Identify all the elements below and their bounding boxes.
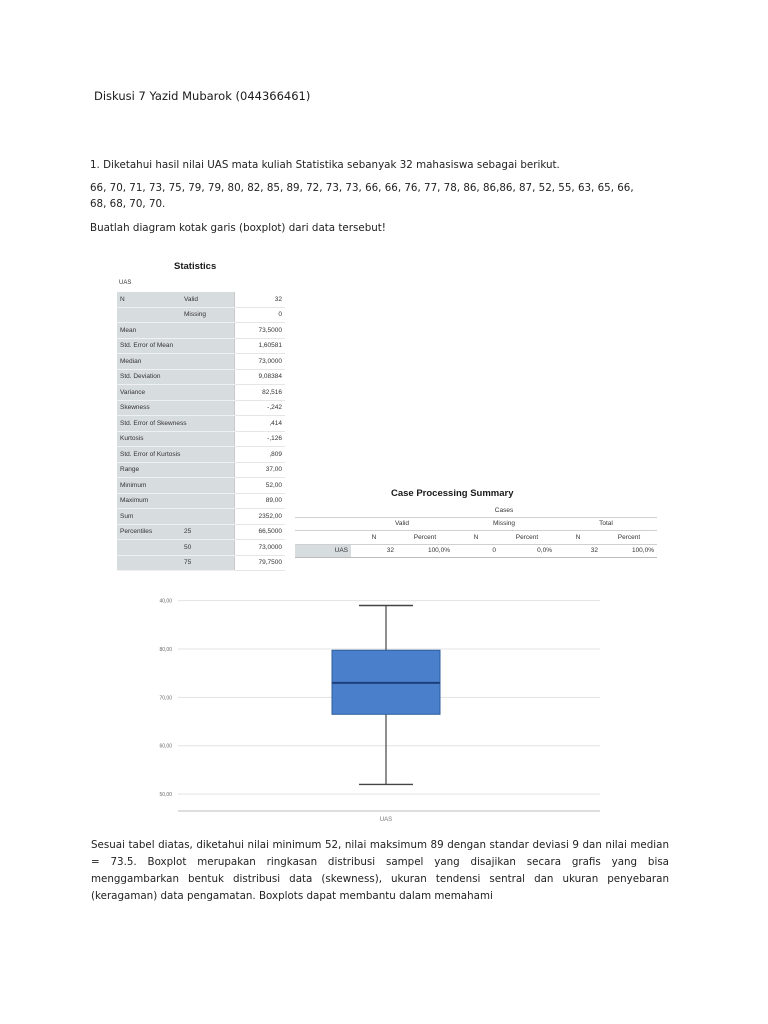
cps-cases-header: Cases [351,504,657,517]
statistics-row-value: 79,7500 [235,555,286,571]
statistics-row-value: ,414 [235,416,286,432]
statistics-row-value: 2352,00 [235,509,286,525]
score-list: 66, 70, 71, 73, 75, 79, 79, 80, 82, 85, 89, 72, 73, 73, 66, 66, 76, 77, 78, 86, 86,86, 87, 52, 55, 63, 65, 66, 68, 68, 70, 70. [90,182,634,210]
statistics-row [117,400,285,416]
cps-row-label: UAS [295,544,351,558]
statistics-row-label [117,540,181,556]
statistics-row-sublabel: 25 [181,524,235,540]
statistics-row-label: N [117,292,181,307]
statistics-row-value: 52,00 [235,478,286,494]
statistics-row-label: Skewness [117,400,235,416]
statistics-row-value: 37,00 [235,462,286,478]
case-processing-table [295,504,657,558]
statistics-row-label: Sum [117,509,235,525]
statistics-row [117,338,285,354]
y-tick-label: 60,00 [159,743,172,750]
statistics-row-label: Std. Deviation [117,369,235,385]
document-header: Diskusi 7 Yazid Mubarok (044366461) [94,89,311,103]
y-tick-label: 80,00 [159,647,172,654]
statistics-title: Statistics [174,261,217,272]
cps-group-header-row [295,517,657,531]
cps-cases-header-row [295,504,657,517]
statistics-row-value: -,126 [235,431,286,447]
statistics-row-label: Median [117,354,235,370]
statistics-row [117,385,285,401]
cps-subheader: N [351,531,397,545]
statistics-row-value: 9,08384 [235,369,286,385]
cps-subheader: N [453,531,499,545]
statistics-row-value: 1,60581 [235,338,286,354]
x-category-label: UAS [379,817,393,823]
statistics-row-value: 66,5000 [235,524,286,540]
statistics-row-label [117,307,181,323]
statistics-row [117,431,285,447]
statistics-row [117,493,285,509]
statistics-row-value: -,242 [235,400,286,416]
statistics-row [117,323,285,339]
cps-subheader-row [295,531,657,545]
question-intro: 1. Diketahui hasil nilai UAS mata kuliah Statistika sebanyak 32 mahasiswa sebagai berikut. [90,159,560,171]
statistics-row-label: Minimum [117,478,235,494]
y-tick-label: 50,00 [159,792,172,799]
statistics-row [117,462,285,478]
statistics-row [117,478,285,494]
statistics-row-value: 73,5000 [235,323,286,339]
cps-subheader: Percent [499,531,555,545]
cps-group-missing: Missing [453,517,555,531]
cps-subheader: N [555,531,601,545]
statistics-row-label: Std. Error of Kurtosis [117,447,235,463]
case-processing-title: Case Processing Summary [391,488,514,499]
statistics-table [117,292,285,571]
cps-cell: 100,0% [601,544,657,558]
statistics-row-sublabel: Valid [181,292,235,307]
statistics-row-value: 82,516 [235,385,286,401]
statistics-row-label: Percentiles [117,524,181,540]
cps-cell: 32 [555,544,601,558]
statistics-row-value: 73,0000 [235,540,286,556]
cps-subheader: Percent [601,531,657,545]
cps-cell: 100,0% [397,544,453,558]
y-tick-label: 40,00 [159,598,172,605]
cps-cell: 0 [453,544,499,558]
statistics-row-label: Mean [117,323,235,339]
statistics-row-label: Std. Error of Skewness [117,416,235,432]
statistics-row-sublabel: 50 [181,540,235,556]
closing-paragraph: Sesuai tabel diatas, diketahui nilai minimum 52, nilai maksimum 89 dengan standar deviasi 9 dan nilai median = 73.5. Boxplot merupakan ringkasan distribusi sampel yang disajikan secara grafis yang bisa menggambarkan bentuk distribusi data (skewness), ukuran tendensi sentral dan ukuran penyebaran (keragaman) data pengamatan. Boxplots dapat membantu dalam memahami [91,839,669,902]
statistics-row [117,509,285,525]
cps-group-valid: Valid [351,517,453,531]
statistics-row-sublabel: Missing [181,307,235,323]
statistics-row [117,354,285,370]
statistics-row-value: 89,00 [235,493,286,509]
statistics-row-label: Kurtosis [117,431,235,447]
question-instruction: Buatlah diagram kotak garis (boxplot) dari data tersebut! [90,222,386,234]
cps-group-total: Total [555,517,657,531]
statistics-row-label: Range [117,462,235,478]
statistics-row-label [117,555,181,571]
y-tick-label: 70,00 [159,695,172,702]
cps-cell: 0,0% [499,544,555,558]
uas-boxplot-chart [140,585,608,825]
statistics-row [117,416,285,432]
statistics-row-value: 0 [235,307,286,323]
statistics-row [117,540,285,556]
statistics-row-label: Std. Error of Mean [117,338,235,354]
statistics-row [117,524,285,540]
statistics-row [117,369,285,385]
statistics-row [117,292,285,307]
cps-data-row [295,544,657,558]
statistics-row-value: ,809 [235,447,286,463]
statistics-row [117,555,285,571]
statistics-row-label: Maximum [117,493,235,509]
statistics-variable-label: UAS [119,280,132,286]
cps-cell: 32 [351,544,397,558]
statistics-row-label: Variance [117,385,235,401]
statistics-row [117,307,285,323]
statistics-row-value: 32 [235,292,286,307]
statistics-row-value: 73,0000 [235,354,286,370]
statistics-row-sublabel: 75 [181,555,235,571]
statistics-row [117,447,285,463]
cps-subheader: Percent [397,531,453,545]
question-block [90,157,650,243]
